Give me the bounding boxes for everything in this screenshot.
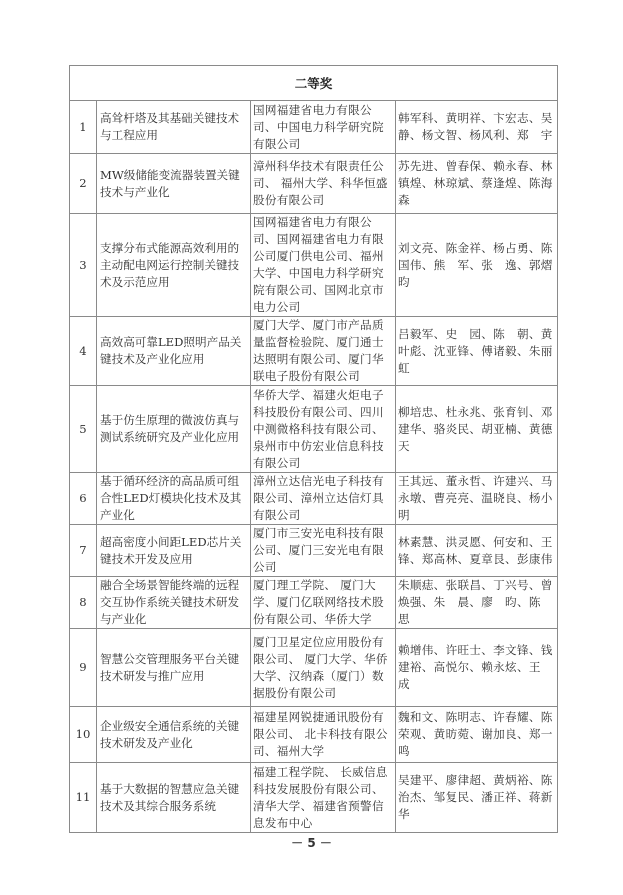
project-name: 支撑分布式能源高效利用的主动配电网运行控制关键技术及示范应用 xyxy=(97,214,251,317)
table-row xyxy=(70,629,558,707)
project-name: 高效高可靠LED照明产品关键技术及产业化应用 xyxy=(97,317,251,386)
page-number: － 5 － xyxy=(291,836,332,850)
row-number: 8 xyxy=(70,577,97,629)
table-row xyxy=(70,214,558,317)
project-name: 基于大数据的智慧应急关键技术及其综合服务系统 xyxy=(97,763,251,833)
project-name: 基于循环经济的高品质可组合性LED灯模块化技术及其产业化 xyxy=(97,473,251,525)
completing-organizations: 厦门大学、厦门市产品质量监督检验院、厦门通士达照明有限公司、厦门华联电子股份有限公司 xyxy=(251,317,396,386)
table-row xyxy=(70,317,558,386)
table-row xyxy=(70,525,558,577)
completing-organizations: 国网福建省电力有限公司、中国电力科学研究院有限公司 xyxy=(251,101,396,154)
row-number: 1 xyxy=(70,101,97,154)
award-table xyxy=(69,65,565,833)
table-row xyxy=(70,386,558,473)
row-number: 3 xyxy=(70,214,97,317)
row-number: 5 xyxy=(70,386,97,473)
project-name: 智慧公交管理服务平台关键技术研发与推广应用 xyxy=(97,629,251,707)
award-level-title: 二等奖 xyxy=(70,66,558,101)
completing-organizations: 漳州科华技术有限责任公司、 福州大学、科华恒盛股份有限公司 xyxy=(251,154,396,214)
completing-organizations: 厦门理工学院、 厦门大学、厦门亿联网络技术股份有限公司、华侨大学 xyxy=(251,577,396,629)
table-row xyxy=(70,763,558,833)
completing-organizations: 厦门市三安光电科技有限公司、厦门三安光电有限公司 xyxy=(251,525,396,577)
project-name: 融合全场景智能终端的远程交互协作系统关键技术研发与产业化 xyxy=(97,577,251,629)
row-number: 10 xyxy=(70,707,97,763)
main-contributors: 韩军科、黄明祥、卞宏志、吴 静、杨文智、杨风利、郑 宇 xyxy=(396,101,558,154)
project-name: 超高密度小间距LED芯片关键技术开发及应用 xyxy=(97,525,251,577)
main-contributors: 林素慧、洪灵愿、何安和、王 锋、郑高林、夏章艮、彭康伟 xyxy=(396,525,558,577)
main-contributors: 刘文亮、陈金祥、杨占勇、陈国伟、熊 军、张 逸、郭熠昀 xyxy=(396,214,558,317)
row-number: 6 xyxy=(70,473,97,525)
row-number: 4 xyxy=(70,317,97,386)
completing-organizations: 国网福建省电力有限公司、国网福建省电力有限公司厦门供电公司、福州大学、中国电力科学研究院有限公司、国网北京市电力公司 xyxy=(251,214,396,317)
main-contributors: 苏先进、曾春保、赖永春、林镇煌、林琼斌、蔡逢煌、陈海森 xyxy=(396,154,558,214)
main-contributors: 吕毅军、史 园、陈 朝、黄叶彪、沈亚锋、傅诸毅、朱丽虹 xyxy=(396,317,558,386)
project-name: MW级储能变流器装置关键技术与产业化 xyxy=(97,154,251,214)
table-row xyxy=(70,577,558,629)
main-contributors: 赖增伟、许旺士、李文锋、钱建裕、高悦尔、赖永炫、王 成 xyxy=(396,629,558,707)
completing-organizations: 华侨大学、福建火炬电子科技股份有限公司、四川中测微格科技有限公司、泉州市中仿宏业信息科技有限公司 xyxy=(251,386,396,473)
row-number: 9 xyxy=(70,629,97,707)
completing-organizations: 福建星网锐捷通讯股份有限公司、 北卡科技有限公司、福州大学 xyxy=(251,707,396,763)
project-name: 企业级安全通信系统的关键技术研发及产业化 xyxy=(97,707,251,763)
main-contributors: 王其远、董永哲、许建兴、马永墩、曹亮亮、温晓良、杨小明 xyxy=(396,473,558,525)
row-number: 2 xyxy=(70,154,97,214)
row-number: 11 xyxy=(70,763,97,833)
main-contributors: 柳培忠、杜永兆、张育钊、邓建华、骆炎民、胡亚楠、黄德天 xyxy=(396,386,558,473)
completing-organizations: 厦门卫星定位应用股份有限公司、 厦门大学、华侨大学、汉纳森（厦门）数据股份有限公司 xyxy=(251,629,396,707)
award-level-header-row xyxy=(70,66,558,101)
row-number: 7 xyxy=(70,525,97,577)
completing-organizations: 福建工程学院、 长威信息科技发展股份有限公司、清华大学、福建省预警信息发布中心 xyxy=(251,763,396,833)
project-name: 高耸杆塔及其基础关键技术与工程应用 xyxy=(97,101,251,154)
main-contributors: 魏和文、陈明志、许春耀、陈荣观、黄昉菀、谢加良、郑一鸣 xyxy=(396,707,558,763)
main-contributors: 朱顺痣、张联昌、丁兴号、曾焕强、朱 晨、廖 昀、陈 思 xyxy=(396,577,558,629)
completing-organizations: 漳州立达信光电子科技有限公司、漳州立达信灯具有限公司 xyxy=(251,473,396,525)
project-name: 基于仿生原理的微波仿真与测试系统研究及产业化应用 xyxy=(97,386,251,473)
table-row xyxy=(70,101,558,154)
table-row xyxy=(70,473,558,525)
main-contributors: 吴建平、廖律超、黄炳裕、陈治杰、邹复民、潘正祥、蒋新华 xyxy=(396,763,558,833)
table-row xyxy=(70,154,558,214)
table-row xyxy=(70,707,558,763)
